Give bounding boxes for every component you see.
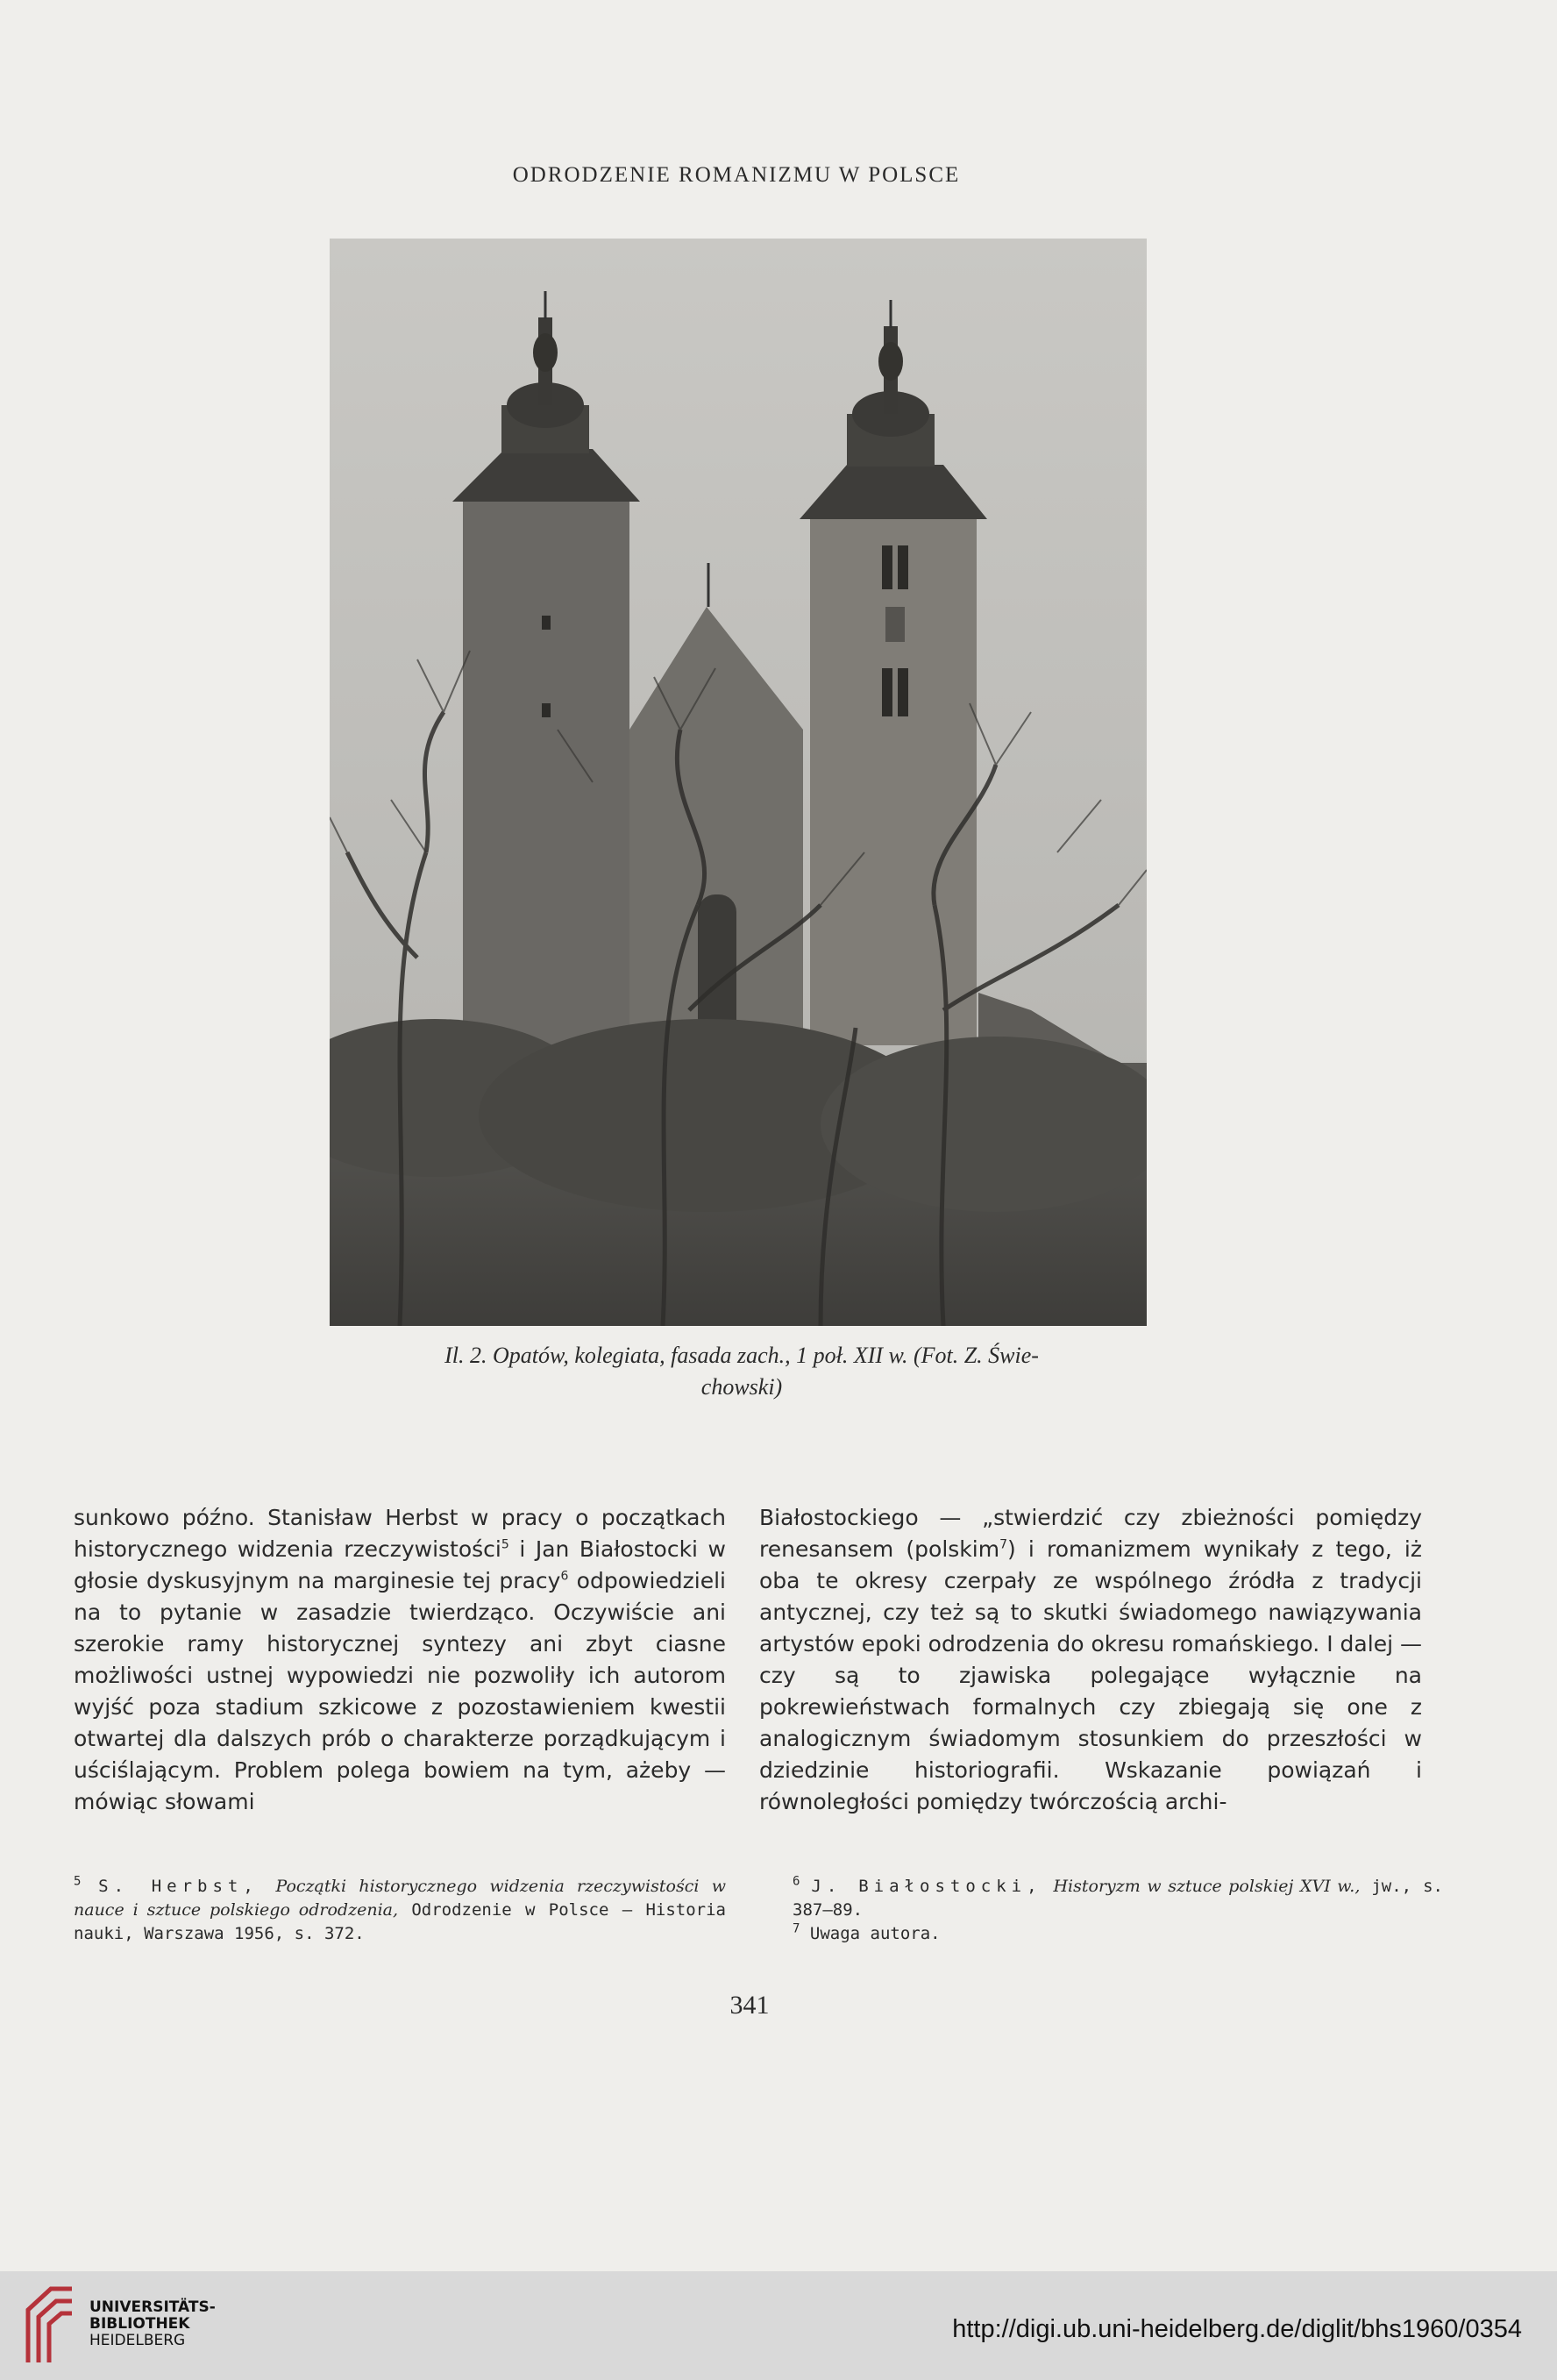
church-photograph [330, 239, 1147, 1326]
footnotes-right [793, 1875, 1443, 1946]
caption-line-1: Il. 2. Opatów, kolegiata, fasada zach., 1 poł. XII w. (Fot. Z. Świe- [444, 1343, 1039, 1368]
library-name-line-1: UNIVERSITÄTS- [89, 2298, 216, 2316]
body-column-left [74, 1502, 726, 1818]
footnote-6 [793, 1875, 1443, 1922]
body-column-right [759, 1502, 1422, 1818]
footnote-author: J. Białostocki, [811, 1877, 1042, 1896]
body-text: odpowiedzieli na to pytanie w zasadzie twierdząco. Oczywiście ani szerokie ramy historycznej syntezy ani zbyt ciasne możliwości ustnej wypowiedzi nie pozwoliły ich autorom wyjść poza stadium szkicowe z pozostawieniem kwestii otwartej dla dalszych prób o charakterze porządkującym i uściślającym. Problem polega bowiem na tym, ażeby — mówiąc słowami [74, 1568, 726, 1814]
library-name [89, 2299, 216, 2349]
footnote-ref-7: 7 [999, 1537, 1008, 1552]
footnote-number: 7 [793, 1921, 800, 1936]
figure-caption [333, 1340, 1150, 1403]
footnote-author: S. Herbst, [98, 1877, 259, 1896]
body-text: Białostockiego — „stwierdzić czy zbieżności pomiędzy renesansem (polskim [759, 1505, 1422, 1562]
library-logo-icon [16, 2284, 77, 2368]
library-name-line-3: HEIDELBERG [89, 2332, 186, 2349]
footnote-5 [74, 1875, 726, 1946]
body-text: ) i romanizmem wynikały z tego, iż oba te okresy czerpały ze wspólnego źródła z tradycji antycznej, czy też są to skutki świadomego nawiązywania artystów epoki odrodzenia do okresu romańskiego. I dalej — czy są to zjawiska polegające wyłącznie na pokrewieństwach formalnych czy zbiegają się one z analogicznym świadomym stosunkiem do przeszłości w dziedzinie historiografii. Wskazanie powiązań i równoległości pomiędzy twórczością archi- [759, 1536, 1422, 1814]
library-name-line-2: BIBLIOTHEK [89, 2315, 190, 2333]
caption-line-2: chowski) [700, 1374, 783, 1400]
footnote-text: Uwaga autora. [809, 1924, 941, 1943]
footnote-text: jw., s. 387—89. [793, 1877, 1443, 1920]
body-text: i Jan Białostocki w głosie dyskusyjnym na marginesie tej pracy [74, 1536, 726, 1593]
footnote-7 [793, 1922, 1443, 1946]
page-number: 341 [729, 1991, 770, 2020]
permalink-url[interactable]: http://digi.ub.uni-heidelberg.de/diglit/bhs1960/0354 [952, 2315, 1522, 2343]
footnote-title: Początki historycznego widzenia rzeczywistości w nauce i sztuce polskiego odrodzenia, [74, 1877, 726, 1920]
footnote-number: 6 [793, 1874, 800, 1889]
footnote-ref-5: 5 [501, 1537, 509, 1552]
body-text: sunkowo późno. Stanisław Herbst w pracy o początkach historycznego widzenia rzeczywistości [74, 1505, 726, 1562]
running-head: ODRODZENIE ROMANIZMU W POLSCE [512, 163, 961, 187]
footnote-number: 5 [74, 1874, 82, 1889]
footnote-title: Historyzm w sztuce polskiej XVI w., [1053, 1877, 1361, 1896]
footnote-ref-6: 6 [560, 1569, 569, 1584]
footnote-text: Odrodzenie w Polsce — Historia nauki, Warszawa 1956, s. 372. [74, 1900, 726, 1943]
